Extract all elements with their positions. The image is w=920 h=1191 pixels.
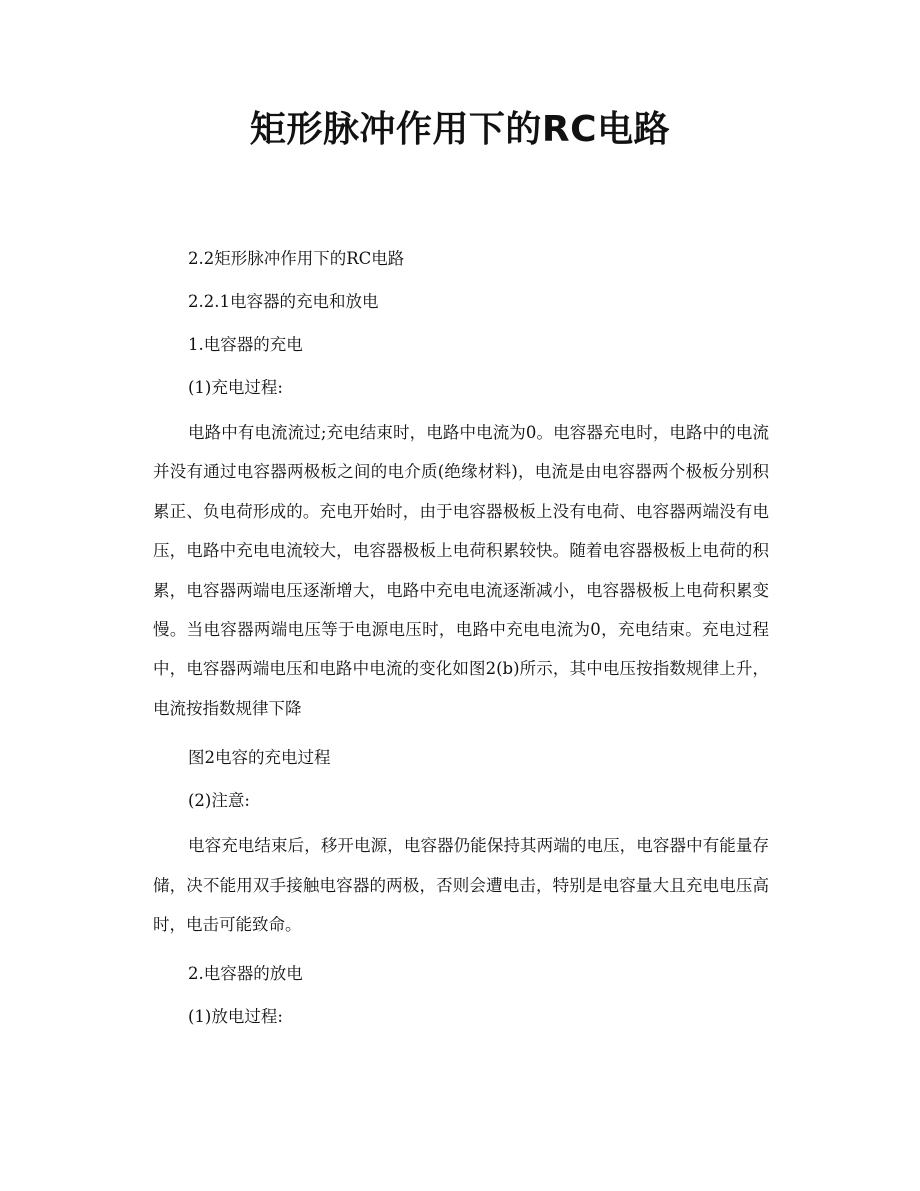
section-heading: 2.2矩形脉冲作用下的RC电路 [188, 249, 405, 268]
subsection-heading: 2.2.1电容器的充电和放电 [188, 292, 379, 311]
document-body [153, 245, 769, 1030]
item-heading-discharging: 2.电容器的放电 [188, 964, 303, 984]
discharge-process-heading: (1)放电过程: [188, 1007, 283, 1027]
figure-caption: 图2电容的充电过程 [188, 748, 331, 768]
charging-process-heading: (1)充电过程: [188, 378, 283, 397]
charging-paragraph: 电路中有电流流过;充电结束时，电路中电流为0。电容器充电时，电路中的电流并没有通过电容器两极板之间的电介质(绝缘材料)，电流是由电容器两个极板分别积累正、负电荷形成的。充电开始时，由于电容器极板上没有电荷、电容器两端没有电压，电路中充电电流较大，电容器极板上电荷积累较快。随着电容器极板上电荷的积累，电容器两端电压逐渐增大，电路中充电电流逐渐减小，电容器极板上电荷积累变慢。当电容器两端电压等于电源电压时，电路中充电电流为0，充电结束。充电过程中，电容器两端电压和电路中电流的变化如图2(b)所示，其中电压按指数规律上升，电流按指数规律下降 [153, 423, 769, 718]
note-heading: (2)注意: [188, 791, 250, 811]
note-paragraph: 电容充电结束后，移开电源，电容器仍能保持其两端的电压，电容器中有能量存储，决不能用双手接触电容器的两极，否则会遭电击，特别是电容量大且充电电压高时，电击可能致命。 [153, 836, 769, 935]
item-heading-charging: 1.电容器的充电 [188, 335, 303, 354]
document-title: 矩形脉冲作用下的RC电路 [249, 109, 671, 150]
